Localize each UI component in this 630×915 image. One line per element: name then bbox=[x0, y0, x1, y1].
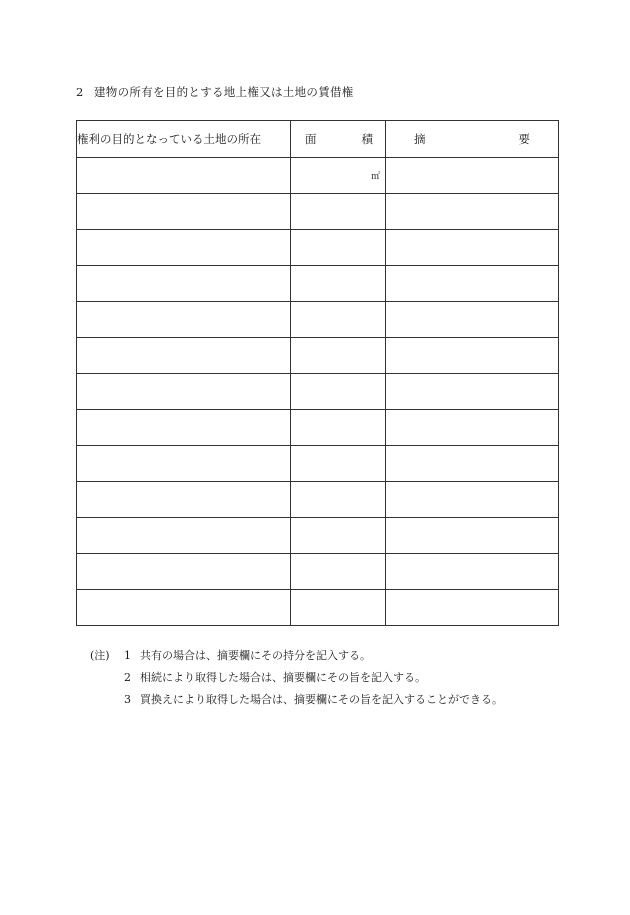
notes-section bbox=[90, 645, 503, 711]
header-remarks-char-2: 要 bbox=[518, 132, 530, 146]
table-row bbox=[77, 482, 559, 518]
location-cell[interactable] bbox=[77, 518, 291, 554]
header-remarks-char-1: 摘 bbox=[414, 132, 426, 146]
table-row bbox=[77, 410, 559, 446]
location-cell[interactable] bbox=[77, 410, 291, 446]
remarks-cell[interactable] bbox=[386, 518, 559, 554]
area-cell[interactable] bbox=[291, 230, 386, 266]
table-row bbox=[77, 338, 559, 374]
location-cell[interactable] bbox=[77, 446, 291, 482]
section-heading bbox=[76, 84, 354, 100]
note-number: 2 bbox=[124, 671, 131, 684]
header-location: 権利の目的となっている土地の所在 bbox=[77, 121, 291, 158]
location-cell[interactable] bbox=[77, 482, 291, 518]
table-row bbox=[77, 230, 559, 266]
note-number: 3 bbox=[124, 693, 131, 706]
location-cell[interactable] bbox=[77, 374, 291, 410]
area-cell[interactable] bbox=[291, 590, 386, 626]
location-cell[interactable] bbox=[77, 554, 291, 590]
table-header-row bbox=[77, 121, 559, 158]
table-row bbox=[77, 374, 559, 410]
header-area-char-1: 面 bbox=[305, 132, 317, 146]
table-row bbox=[77, 554, 559, 590]
location-cell[interactable] bbox=[77, 302, 291, 338]
area-cell[interactable] bbox=[291, 266, 386, 302]
remarks-cell[interactable] bbox=[386, 554, 559, 590]
section-number: 2 bbox=[76, 85, 84, 99]
remarks-cell[interactable] bbox=[386, 230, 559, 266]
area-unit-label: ㎡ bbox=[370, 172, 380, 182]
remarks-cell[interactable] bbox=[386, 374, 559, 410]
table-row bbox=[77, 158, 559, 194]
table-row bbox=[77, 194, 559, 230]
header-remarks bbox=[386, 121, 559, 158]
notes-label: (注) bbox=[90, 649, 110, 662]
location-cell[interactable] bbox=[77, 338, 291, 374]
area-cell[interactable] bbox=[291, 338, 386, 374]
area-cell[interactable] bbox=[291, 410, 386, 446]
remarks-cell[interactable] bbox=[386, 266, 559, 302]
table-row bbox=[77, 590, 559, 626]
remarks-cell[interactable] bbox=[386, 590, 559, 626]
remarks-cell[interactable] bbox=[386, 158, 559, 194]
remarks-cell[interactable] bbox=[386, 338, 559, 374]
table-row bbox=[77, 518, 559, 554]
remarks-cell[interactable] bbox=[386, 410, 559, 446]
note-item bbox=[90, 689, 503, 711]
table-row bbox=[77, 302, 559, 338]
area-cell[interactable] bbox=[291, 302, 386, 338]
header-area-char-2: 積 bbox=[361, 132, 373, 146]
area-cell[interactable] bbox=[291, 482, 386, 518]
note-text: 相続により取得した場合は、摘要欄にその旨を記入する。 bbox=[140, 671, 426, 684]
area-cell[interactable] bbox=[291, 446, 386, 482]
area-cell[interactable] bbox=[291, 554, 386, 590]
location-cell[interactable] bbox=[77, 590, 291, 626]
remarks-cell[interactable] bbox=[386, 194, 559, 230]
area-cell[interactable] bbox=[291, 374, 386, 410]
note-number: 1 bbox=[124, 649, 131, 662]
note-item bbox=[90, 667, 503, 689]
remarks-cell[interactable] bbox=[386, 446, 559, 482]
area-cell[interactable] bbox=[291, 518, 386, 554]
remarks-cell[interactable] bbox=[386, 302, 559, 338]
area-cell[interactable] bbox=[291, 158, 386, 194]
remarks-cell[interactable] bbox=[386, 482, 559, 518]
note-item bbox=[90, 645, 503, 667]
land-rights-table bbox=[76, 120, 559, 626]
section-title: 建物の所有を目的とする地上権又は土地の賃借権 bbox=[94, 85, 354, 99]
note-text: 買換えにより取得した場合は、摘要欄にその旨を記入することができる。 bbox=[140, 693, 503, 706]
location-cell[interactable] bbox=[77, 230, 291, 266]
header-area bbox=[291, 121, 386, 158]
location-cell[interactable] bbox=[77, 158, 291, 194]
area-cell[interactable] bbox=[291, 194, 386, 230]
table-row bbox=[77, 446, 559, 482]
table-row bbox=[77, 266, 559, 302]
location-cell[interactable] bbox=[77, 194, 291, 230]
note-text: 共有の場合は、摘要欄にその持分を記入する。 bbox=[140, 649, 371, 662]
location-cell[interactable] bbox=[77, 266, 291, 302]
